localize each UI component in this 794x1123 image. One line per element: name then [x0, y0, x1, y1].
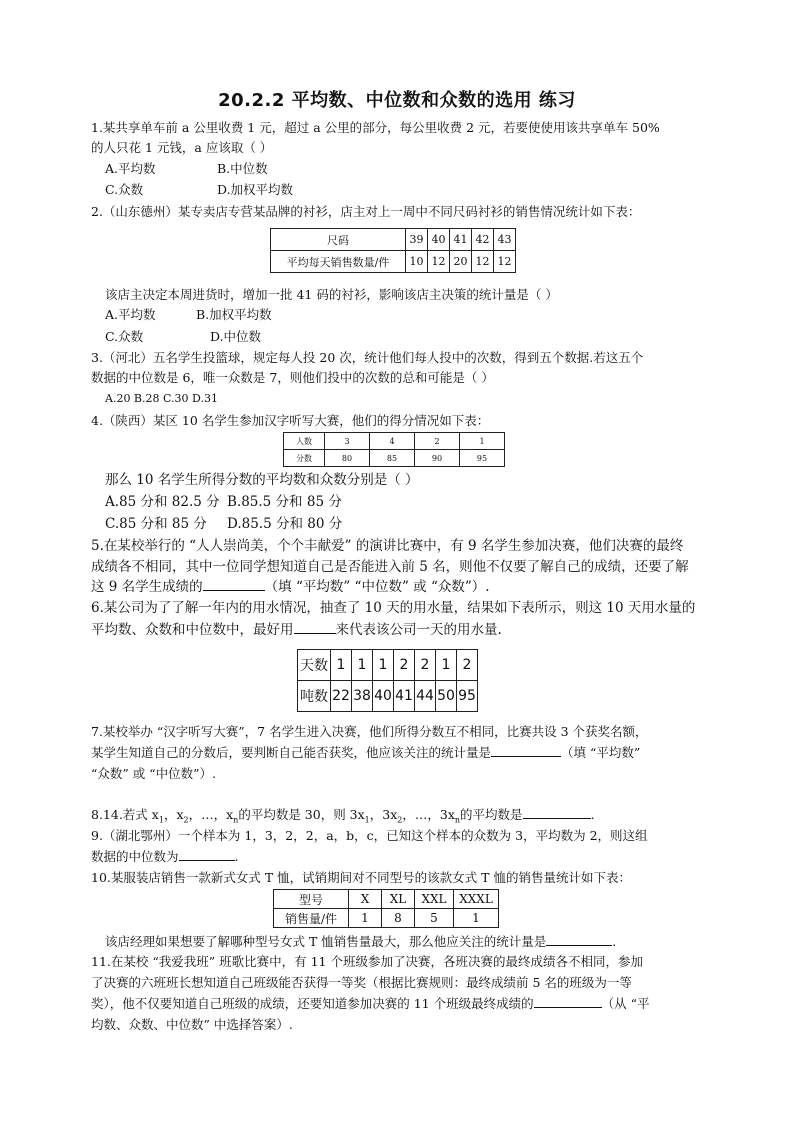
table-cell: 41 [394, 681, 415, 712]
q9-line2 [91, 848, 239, 866]
q10-tshirt-sales-table [273, 889, 499, 928]
table-cell: 分数 [284, 450, 325, 467]
q8-end: . [590, 807, 595, 822]
q10-line1: 10.某服装店销售一款新式女式 T 恤，试销期间对不同型号的该款女式 T 恤的销售量统计如下表： [91, 870, 631, 885]
q11-line3-suffix: （从 “平 [601, 996, 650, 1011]
q9-line2-suffix: . [234, 849, 239, 864]
q1-line1: 1.某共享单车前 a 公里收费 1 元，超过 a 公里的部分，每公里收费 2 元，若要使使用该共享单车 50% [91, 120, 660, 135]
q3-line1: 3.（河北）五名学生投篮球，规定每人投 20 次，统计他们每人投中的次数，得到五个数据.若这五个 [91, 350, 644, 365]
q11-line4: 均数、众数、中位数” 中选择答案）. [91, 1017, 293, 1032]
table-cell: XXXL [454, 890, 499, 909]
q10-answer-blank[interactable] [546, 933, 612, 946]
q11-line3 [91, 995, 649, 1013]
q4-line1: 4.（陕西）某区 10 名学生参加汉字听写大赛，他们的得分情况如下表： [91, 413, 490, 428]
q6-water-usage-table [297, 649, 478, 712]
table-cell: XXL [415, 890, 454, 909]
q1-option-b: B.中位数 [217, 161, 268, 176]
q10-line2 [105, 933, 616, 951]
table-cell: 12 [494, 251, 516, 273]
table-cell: 12 [428, 251, 450, 273]
q5-line2: 成绩各不相同，其中一位同学想知道自己是否能进入前 5 名，则他不仅要了解自己的成绩，还要了解 [91, 559, 689, 575]
q1-line2: 的人只花 1 元钱，a 应该取（ ） [91, 140, 273, 155]
table-cell: 2 [457, 650, 478, 681]
q7-line2 [91, 744, 640, 762]
q7-line2-suffix: （填 “平均数” [561, 745, 641, 760]
q10-line2-suffix: . [612, 934, 617, 949]
q6-answer-blank[interactable] [294, 621, 336, 634]
table-cell: 10 [406, 251, 428, 273]
table-cell: 2 [415, 650, 436, 681]
q4-option-b: B.85.5 分和 85 分 [227, 494, 342, 510]
table-cell: 1 [331, 650, 352, 681]
table-cell: 尺码 [271, 229, 406, 251]
table-cell: 4 [370, 433, 415, 450]
table-cell: 85 [370, 450, 415, 467]
q4-score-table [283, 432, 505, 467]
q7-line3: “众数” 或 “中位数”）. [91, 766, 216, 781]
table-cell: 平均每天销售数量/件 [271, 251, 406, 273]
table-cell: 1 [460, 433, 505, 450]
page-title: 20.2.2 平均数、中位数和众数的选用 练习 [218, 90, 576, 111]
table-cell: 型号 [274, 890, 349, 909]
q2-option-c: C.众数 [105, 329, 144, 344]
table-cell: 1 [454, 909, 499, 928]
table-row [274, 890, 499, 909]
q5-line1: 5.在某校举行的 “人人崇尚美，个个丰献爱” 的演讲比赛中，有 9 名学生参加决赛，他们决赛的最终 [91, 538, 684, 554]
table-cell: 人数 [284, 433, 325, 450]
q1-option-d: D.加权平均数 [217, 182, 294, 197]
table-cell: 41 [450, 229, 472, 251]
table-cell: XL [382, 890, 415, 909]
q8-text: ，…，3x [402, 807, 455, 822]
table-row [274, 909, 499, 928]
table-row [284, 450, 505, 467]
q6-line2-suffix: 来代表该公司一天的用水量. [335, 622, 502, 638]
table-cell: 吨数 [298, 681, 331, 712]
q5-line3-suffix: （填 “平均数” “中位数” 或 “众数”）. [264, 579, 490, 595]
table-cell: 50 [436, 681, 457, 712]
table-cell: 95 [457, 681, 478, 712]
table-cell: 20 [450, 251, 472, 273]
q8-sub: n [454, 815, 461, 825]
table-cell: 42 [472, 229, 494, 251]
q2-option-a: A.平均数 [105, 307, 156, 322]
table-cell: 2 [394, 650, 415, 681]
table-cell: 95 [460, 450, 505, 467]
table-cell: 1 [349, 909, 382, 928]
q8-sub: 2 [397, 815, 403, 825]
q8-answer-blank[interactable] [523, 806, 591, 819]
q5-answer-blank[interactable] [203, 578, 265, 591]
q2-line1: 2.（山东德州）某专卖店专营某品牌的衬衫，店主对上一周中不同尺码衬衫的销售情况统计如下表： [91, 204, 641, 219]
q5-line3 [91, 578, 490, 596]
q9-line1: 9.（湖北鄂州）一个样本为 1，3，2，2，a，b，c，已知这个样本的众数为 3，平均数为 2，则这组 [91, 828, 648, 843]
table-cell: 1 [352, 650, 373, 681]
q6-line2 [91, 621, 502, 639]
table-row [271, 251, 516, 273]
q2-line2: 该店主决定本周进货时，增加一批 41 码的衬衫，影响该店主决策的统计量是（ ） [105, 287, 558, 302]
table-cell: 1 [436, 650, 457, 681]
table-row [298, 650, 478, 681]
table-cell: 2 [415, 433, 460, 450]
q3-options: A.20 B.28 C.30 D.31 [105, 392, 218, 405]
q7-line2-text: 某学生知道自己的分数后，要判断自己能否获奖，他应该关注的统计量是 [91, 745, 492, 760]
table-cell: X [349, 890, 382, 909]
q8-text: 的平均数是 [460, 807, 523, 822]
q8-sub: 1 [364, 815, 370, 825]
q4-option-c: C.85 分和 85 分 [105, 516, 207, 532]
table-cell: 90 [415, 450, 460, 467]
q8-text: ，…，x [188, 807, 234, 822]
table-cell: 22 [331, 681, 352, 712]
table-cell: 天数 [298, 650, 331, 681]
table-cell: 80 [325, 450, 370, 467]
q1-option-c: C.众数 [105, 182, 144, 197]
q8-sub: n [233, 815, 239, 825]
q11-line3-text: 奖），他不仅要知道自己班级的成绩，还要知道参加决赛的 11 个班级最终成绩的 [91, 996, 534, 1011]
q7-answer-blank[interactable] [491, 744, 561, 757]
table-cell: 3 [325, 433, 370, 450]
q4-line2: 那么 10 名学生所得分数的平均数和众数分别是（ ） [105, 472, 419, 488]
table-cell: 44 [415, 681, 436, 712]
q8-text: ，x [163, 807, 184, 822]
q6-line2-text: 平均数、众数和中位数中，最好用 [91, 622, 294, 638]
q1-option-a: A.平均数 [105, 161, 156, 176]
q6-line1: 6.某公司为了了解一年内的用水情况，抽查了 10 天的用水量，结果如下表所示，则这 10 天用水量的 [91, 600, 696, 616]
table-cell: 1 [373, 650, 394, 681]
table-cell: 8 [382, 909, 415, 928]
q11-answer-blank[interactable] [534, 995, 602, 1008]
table-cell: 12 [472, 251, 494, 273]
table-cell: 39 [406, 229, 428, 251]
q2-option-b: B.加权平均数 [196, 307, 272, 322]
q11-line1: 11.在某校 “我爱我班” 班歌比赛中，有 11 个班级参加了决赛，各班决赛的最终成绩各不相同，参加 [91, 954, 643, 969]
q8-line [91, 806, 595, 830]
q8-sub: 2 [183, 815, 189, 825]
q10-line2-text: 该店经理如果想要了解哪种型号女式 T 恤销售量最大，那么他应关注的统计量是 [105, 934, 547, 949]
q9-line2-text: 数据的中位数为 [91, 849, 179, 864]
q9-answer-blank[interactable] [179, 848, 235, 861]
table-cell: 销售量/件 [274, 909, 349, 928]
table-row [271, 229, 516, 251]
q5-line3-text: 这 9 名学生成绩的 [91, 579, 203, 595]
q4-option-a: A.85 分和 82.5 分 [105, 494, 220, 510]
q7-line1: 7.某校举办 “汉字听写大赛”，7 名学生进入决赛，他们所得分数互不相同，比赛共设 3 个获奖名额， [91, 724, 648, 739]
q2-size-sales-table [270, 228, 516, 273]
q11-line2: 了决赛的六班班长想知道自己班级能否获得一等奖（根据比赛规则：最终成绩前 5 名的班级为一等 [91, 975, 632, 990]
table-cell: 40 [428, 229, 450, 251]
table-cell: 40 [373, 681, 394, 712]
q2-option-d: D.中位数 [210, 329, 262, 344]
table-row [284, 433, 505, 450]
q8-text: 8.14.若式 x [91, 807, 159, 822]
q8-text: 的平均数是 30，则 3x [238, 807, 365, 822]
q8-sub: 1 [158, 815, 164, 825]
table-cell: 38 [352, 681, 373, 712]
table-cell: 5 [415, 909, 454, 928]
q3-line2: 数据的中位数是 6，唯一众数是 7，则他们投中的次数的总和可能是（ ） [91, 370, 494, 385]
q8-text: ，3x [369, 807, 398, 822]
table-cell: 43 [494, 229, 516, 251]
table-row [298, 681, 478, 712]
q4-option-d: D.85.5 分和 80 分 [227, 516, 343, 532]
